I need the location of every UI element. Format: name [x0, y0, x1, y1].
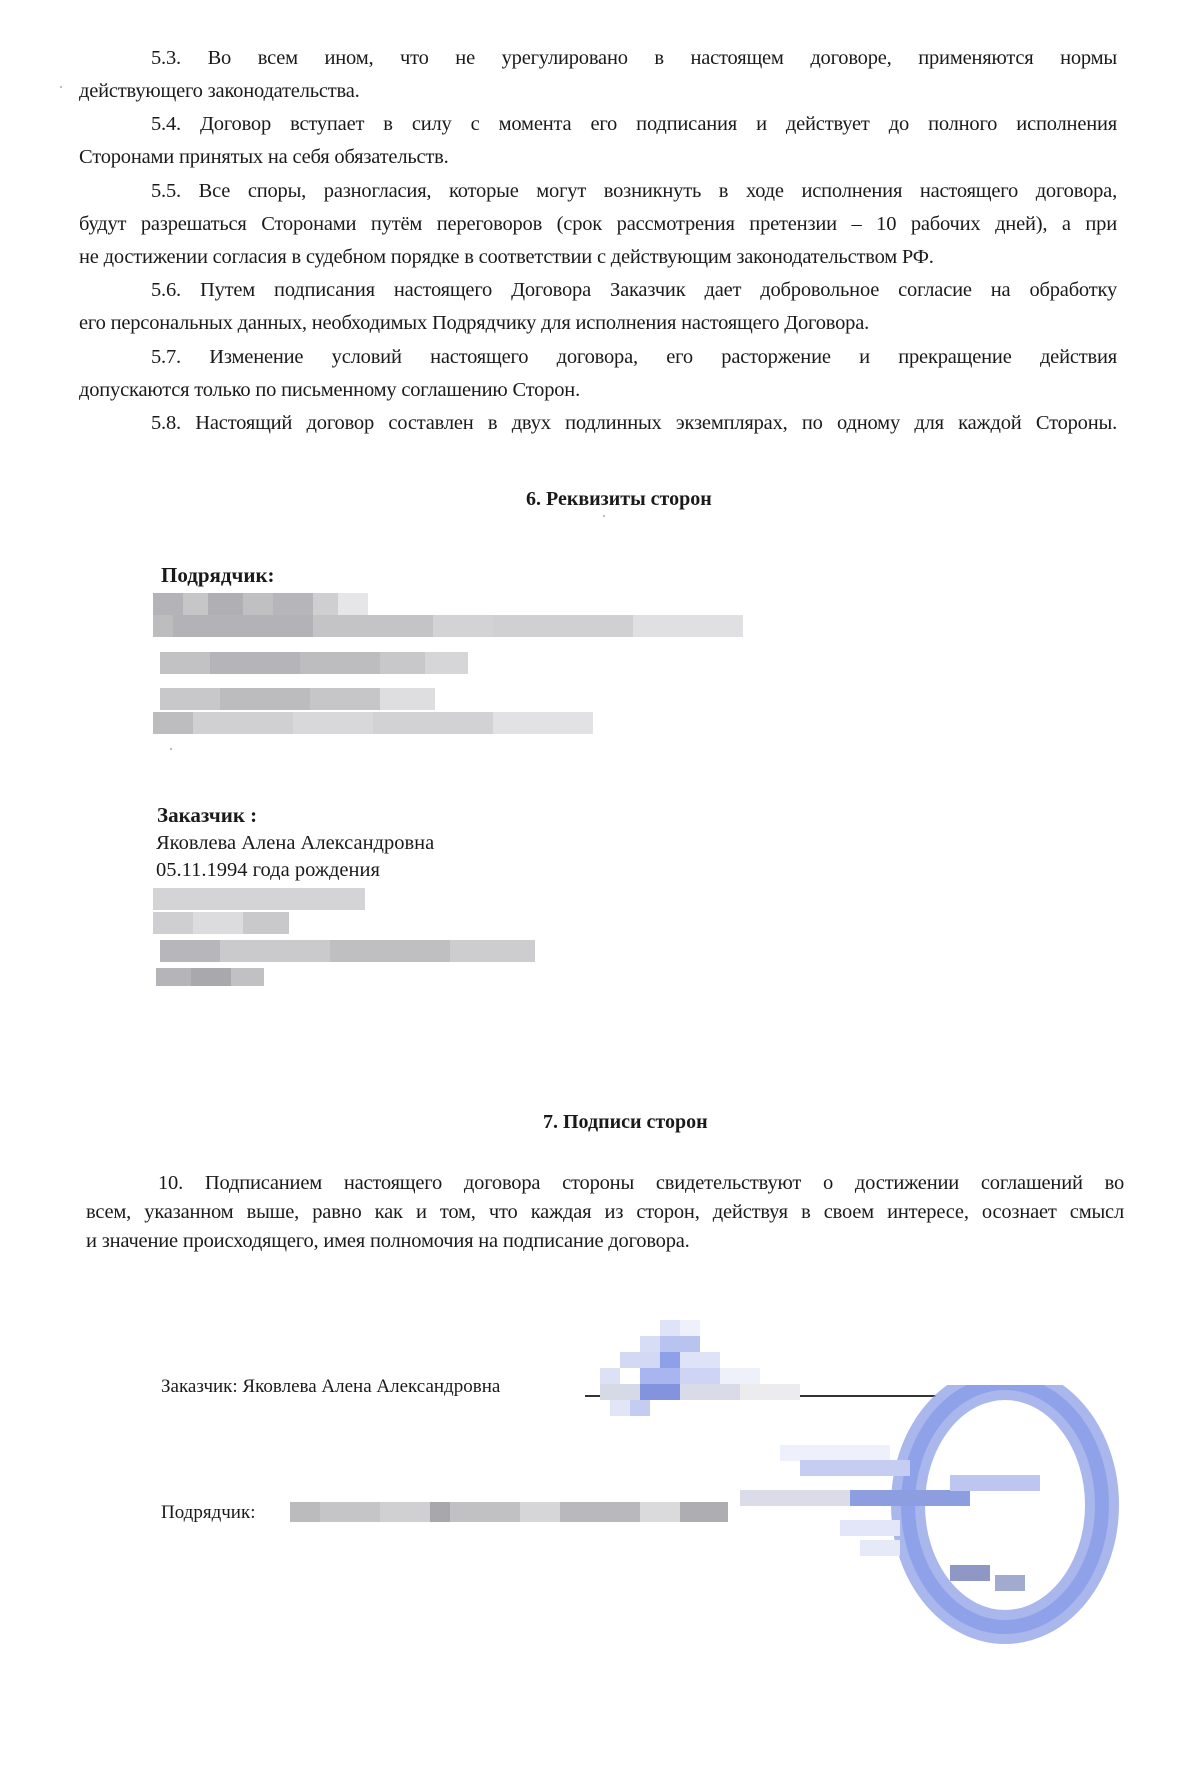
redacted-line	[160, 688, 435, 710]
customer-birth-date: 05.11.1994 года рождения	[156, 859, 380, 881]
contractor-signature-label: Подрядчик:	[161, 1502, 256, 1523]
scan-speck	[60, 86, 62, 88]
clause-5-6-line-2: его персональных данных, необходимых Подрядчику для исполнения настоящего Договора.	[79, 312, 870, 334]
redacted-line	[156, 968, 264, 986]
redacted-line	[153, 888, 365, 910]
clause-text: 5.6. Путем подписания настоящего Договора Заказчик дает добровольное согласие на обработку	[151, 279, 1117, 301]
scan-speck	[170, 748, 172, 750]
clause-10-line-3: и значение происходящего, имея полномочия на подписание договора.	[86, 1230, 690, 1252]
redacted-line	[153, 593, 368, 615]
clause-5-7-line-2: допускаются только по письменному соглашению Сторон.	[79, 379, 580, 401]
customer-signature-label: Заказчик: Яковлева Алена Александровна	[161, 1376, 501, 1397]
clause-5-3-line-1	[79, 42, 1117, 75]
clause-5-3-line-2: действующего законодательства.	[79, 80, 360, 102]
clause-5-4-line-1	[79, 108, 1117, 141]
clause-text: 10. Подписанием настоящего договора стороны свидетельствуют о достижении соглашений во	[158, 1172, 1124, 1194]
redacted-line	[153, 712, 593, 734]
contractor-name-redacted	[290, 1502, 728, 1522]
clause-5-5-line-1	[79, 175, 1117, 208]
clause-5-4-line-2: Сторонами принятых на себя обязательств.	[79, 146, 449, 168]
redacted-line	[160, 940, 535, 962]
clause-5-5-line-3: не достижении согласия в судебном порядке в соответствии с действующим законодательством РФ.	[79, 246, 934, 268]
customer-name: Яковлева Алена Александровна	[156, 832, 435, 854]
clause-5-8-line-1	[79, 407, 1117, 440]
redacted-line	[160, 652, 468, 674]
clause-5-6-line-1	[79, 274, 1117, 307]
scan-speck	[603, 515, 605, 517]
redacted-line	[153, 912, 289, 934]
company-stamp-image	[740, 1385, 1120, 1655]
section-6-heading: 6. Реквизиты сторон	[526, 488, 712, 510]
clause-5-7-line-1	[79, 341, 1117, 374]
clause-text: 5.7. Изменение условий настоящего договора, его расторжение и прекращение действия	[151, 346, 1117, 368]
clause-text: 5.3. Во всем ином, что не урегулировано в настоящем договоре, применяются нормы	[151, 47, 1117, 69]
clause-text: 5.8. Настоящий договор составлен в двух подлинных экземплярах, по одному для каждой Стороны.	[151, 412, 1117, 434]
clause-text: 5.5. Все споры, разногласия, которые могут возникнуть в ходе исполнения настоящего договора,	[151, 180, 1117, 202]
customer-label: Заказчик :	[157, 803, 258, 827]
redacted-line	[153, 615, 743, 637]
clause-text: 5.4. Договор вступает в силу с момента его подписания и действует до полного исполнения	[151, 113, 1117, 135]
clause-5-5-line-2: будут разрешаться Сторонами путём переговоров (срок рассмотрения претензии – 10 рабочих дней), а при	[79, 213, 1117, 235]
contractor-label: Подрядчик:	[161, 563, 275, 587]
clause-10-line-2: всем, указанном выше, равно как и том, что каждая из сторон, действуя в своем интересе, осознает смысл	[86, 1201, 1124, 1223]
section-7-heading: 7. Подписи сторон	[543, 1111, 708, 1133]
